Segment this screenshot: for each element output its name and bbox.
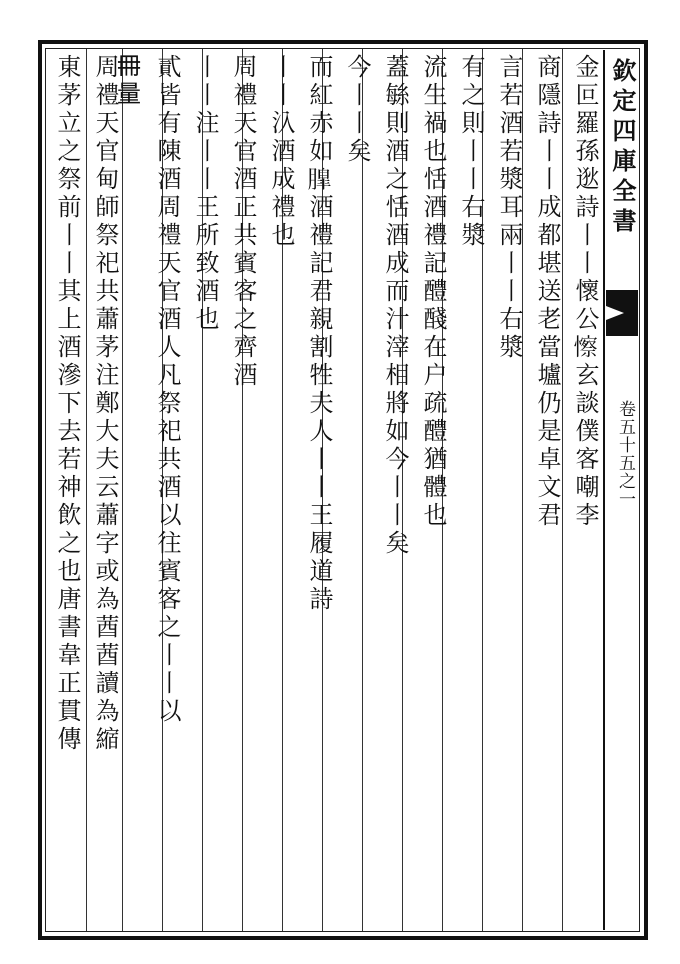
text-column: 周禮天官酒正共賓客之齊酒: [229, 54, 257, 390]
fish-tail-icon: [606, 290, 638, 336]
text-column: 東茅立之祭前丨丨其上酒滲下去若神飲之也唐書韋正貫傳: [53, 54, 81, 754]
text-column: 流生禍也恬酒禮記醴醆在户疏醴猶體也: [419, 54, 447, 530]
text-column: 丨丨𣱿酒成禮也: [267, 54, 295, 250]
text-column: 而紅赤如𦟞酒禮記君親割牲夫人丨丨王履道詩: [305, 54, 333, 614]
margin-juan: 卷五十五之一: [615, 400, 635, 508]
text-column: 言若酒若漿耳兩丨丨右漿: [495, 54, 523, 362]
text-column: 今丨丨矣: [343, 54, 371, 166]
text-column: 丨丨注丨丨王所致酒也: [191, 54, 219, 334]
text-column: 有之則丨丨右漿: [457, 54, 485, 250]
text-column: 商隱詩丨丨成都堪送老當壚仍是卓文君: [533, 54, 561, 530]
text-column: 𠕋量: [115, 54, 143, 110]
text-column: 蓋䋣則酒之恬酒成而汁滓相將如今丨丨矣: [381, 54, 409, 558]
text-column: 金叵羅孫逖詩丨丨懷公𢣼玄談僕客嘲李: [571, 54, 599, 530]
margin-title: 欽定四庫全書: [608, 58, 637, 238]
text-column: 貳皆有陳酒周禮天官酒人凡祭祀共酒以往賓客之丨丨以: [153, 54, 181, 726]
text-column: 周禮天官甸師祭祀共蕭茅注鄭大夫云蕭字或為莤莤讀為縮: [91, 54, 119, 754]
